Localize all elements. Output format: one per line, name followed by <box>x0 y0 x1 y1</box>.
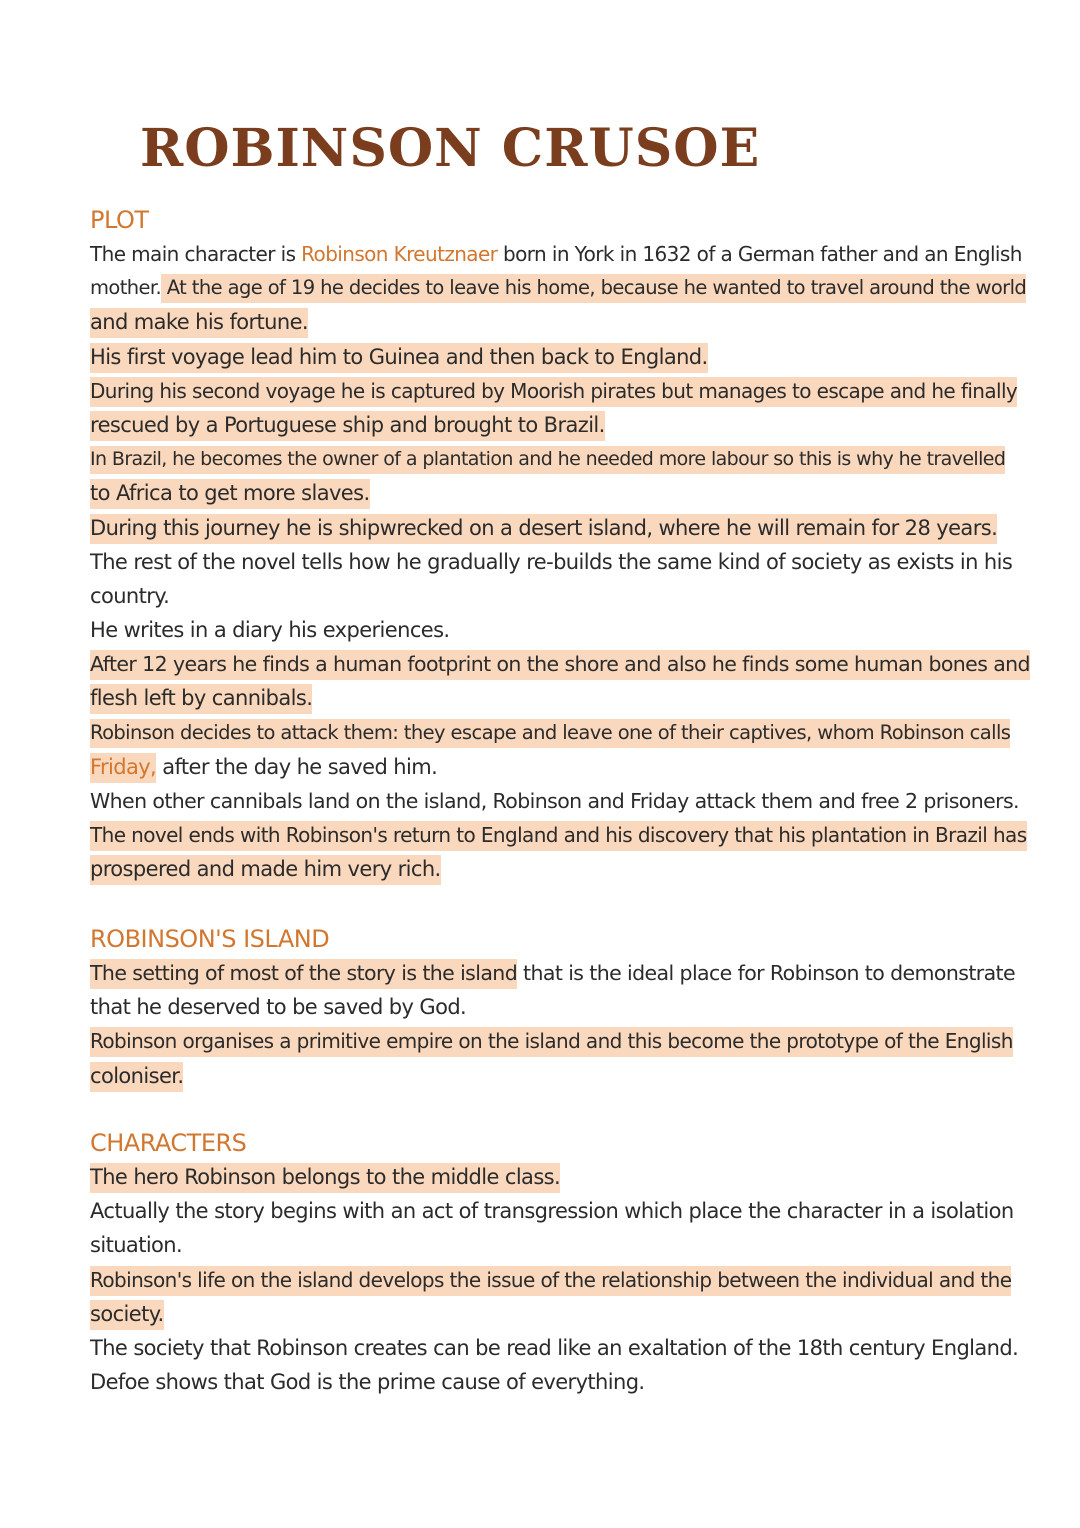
plot-text: He writes in a diary his experiences. <box>90 618 450 643</box>
characters-line <box>90 1194 1030 1228</box>
characters-line <box>90 1331 1030 1365</box>
characters-line <box>90 1297 1030 1331</box>
characters-text: situation. <box>90 1233 183 1258</box>
characters-line <box>90 1228 1030 1262</box>
characters-section <box>90 1126 1030 1399</box>
highlighted-text: society. <box>90 1300 164 1330</box>
island-heading: ROBINSON'S ISLAND <box>90 925 330 953</box>
highlighted-text: After 12 years he finds a human footprint on the shore and also he finds some human bones and <box>90 650 1030 680</box>
plot-line <box>90 750 1030 784</box>
plot-line <box>90 681 1030 715</box>
plot-text: after the day he saved him. <box>156 754 438 779</box>
plot-line <box>90 237 1030 271</box>
plot-line <box>90 340 1030 374</box>
island-body <box>90 956 1030 1093</box>
highlighted-text: At the age of 19 he decides to leave his home, because he wanted to travel around the world <box>161 274 1026 303</box>
characters-heading: CHARACTERS <box>90 1129 247 1157</box>
plot-line <box>90 305 1030 339</box>
plot-line <box>90 476 1030 510</box>
plot-text: The main character is <box>90 242 302 266</box>
characters-line <box>90 1160 1030 1194</box>
plot-line <box>90 613 1030 647</box>
highlighted-text: During his second voyage he is captured by Moorish pirates but manages to escape and he finally <box>90 377 1017 407</box>
island-line <box>90 990 1030 1024</box>
highlighted-text: The setting of most of the story is the island <box>90 959 517 989</box>
highlighted-text: Robinson decides to attack them: they escape and leave one of their captives, whom Robinson calls <box>90 719 1010 748</box>
plot-text: born in York in 1632 of a German father and an English <box>497 242 1022 266</box>
plot-line <box>90 852 1030 886</box>
plot-section <box>90 203 1030 887</box>
highlighted-text: Robinson organises a primitive empire on the island and this become the prototype of the English <box>90 1027 1013 1057</box>
highlighted-text: prospered and made him very rich. <box>90 855 441 885</box>
characters-text: Actually the story begins with an act of transgression which place the character in a isolation <box>90 1199 1014 1224</box>
plot-line <box>90 545 1030 579</box>
characters-line <box>90 1365 1030 1399</box>
plot-line <box>90 408 1030 442</box>
highlighted-text: The novel ends with Robinson's return to England and his discovery that his plantation in Brazil has <box>90 821 1027 851</box>
plot-text: mother. <box>90 276 162 300</box>
highlighted-text: His first voyage lead him to Guinea and then back to England. <box>90 343 708 373</box>
characters-body <box>90 1160 1030 1399</box>
highlighted-text: In Brazil, he becomes the owner of a plantation and he needed more labour so this is why he travelled <box>90 446 1005 474</box>
plot-line <box>90 511 1030 545</box>
highlighted-text: to Africa to get more slaves. <box>90 479 370 509</box>
plot-heading: PLOT <box>90 206 149 234</box>
character-name: Robinson Kreutznaer <box>301 242 498 266</box>
island-text: that he deserved to be saved by God. <box>90 995 467 1020</box>
island-line <box>90 1024 1030 1058</box>
island-line <box>90 1059 1030 1093</box>
document-title: ROBINSON CRUSOE <box>140 118 761 179</box>
highlighted-text: rescued by a Portuguese ship and brought to Brazil. <box>90 411 605 441</box>
highlighted-text: coloniser. <box>90 1062 183 1092</box>
plot-body <box>90 237 1030 887</box>
characters-text: The society that Robinson creates can be read like an exaltation of the 18th century England. <box>90 1335 1019 1360</box>
highlighted-text: flesh left by cannibals. <box>90 684 312 714</box>
characters-line <box>90 1263 1030 1297</box>
plot-line <box>90 647 1030 681</box>
island-section <box>90 922 1030 1093</box>
island-line <box>90 956 1030 990</box>
plot-line <box>90 271 1030 305</box>
plot-line <box>90 374 1030 408</box>
island-text: that is the ideal place for Robinson to demonstrate <box>517 961 1015 985</box>
plot-line <box>90 784 1030 818</box>
highlighted-text: The hero Robinson belongs to the middle class. <box>90 1163 560 1193</box>
highlighted-text: and make his fortune. <box>90 308 308 338</box>
plot-line <box>90 818 1030 852</box>
plot-text: country. <box>90 583 170 608</box>
characters-text: Defoe shows that God is the prime cause of everything. <box>90 1370 645 1395</box>
plot-text: When other cannibals land on the island, Robinson and Friday attack them and free 2 prisoners. <box>90 789 1019 813</box>
character-name: Friday, <box>90 753 156 783</box>
plot-line <box>90 442 1030 476</box>
highlighted-text: Robinson's life on the island develops the issue of the relationship between the individual and the <box>90 1266 1011 1296</box>
plot-text: The rest of the novel tells how he gradually re-builds the same kind of society as exists in his <box>90 549 1013 574</box>
plot-line <box>90 716 1030 750</box>
highlighted-text: During this journey he is shipwrecked on a desert island, where he will remain for 28 years. <box>90 514 997 544</box>
plot-line <box>90 579 1030 613</box>
